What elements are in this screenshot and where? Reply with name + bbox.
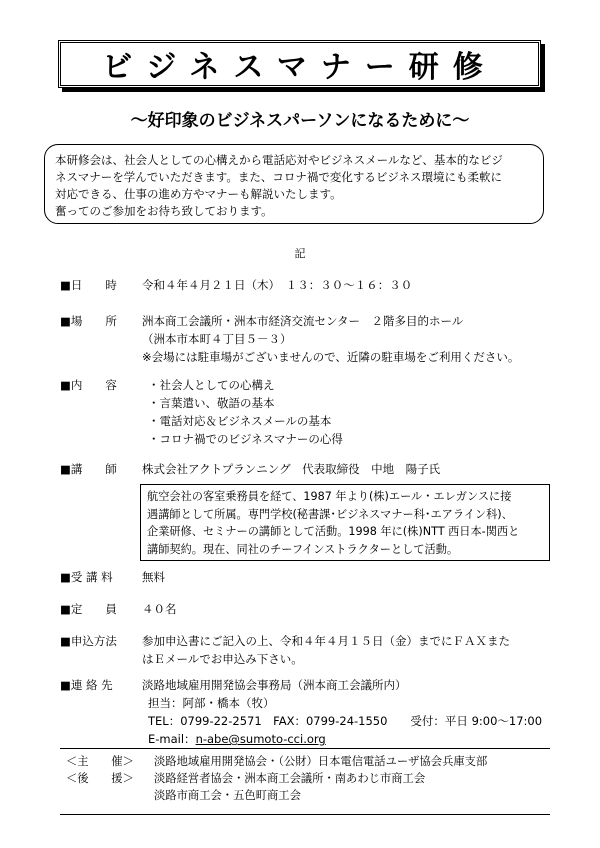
footer-divider-top [60,748,550,749]
ki-heading: 記 [294,247,306,260]
place-label: ■場 所 [60,314,117,328]
lecturer-row [60,460,440,478]
place-row [60,312,519,366]
sponsor-label: ＜主 催＞ [66,755,134,768]
page-title: ビジネスマナー研修 [102,50,497,85]
profile-line: 遇講師として所属。専門学校(秘書課･ビジネスマナー科･エアライン科)、 [147,507,513,521]
content-item: ・電話対応＆ビジネスメールの基本 [148,414,332,428]
support-line: 淡路経営者協会・洲本商工会議所・南あわじ市商工会 [154,772,426,785]
contact-org: 淡路地域雇用開発協会事務局（洲本商工会議所内） [142,678,407,692]
footer [66,753,487,804]
lecturer-label: ■講 師 [60,462,117,476]
contact-person: 担当：阿部・橋本（牧） [148,696,275,710]
profile-line: 航空会社の客室乗務員を経て、1987 年より(株)エール・エレガンスに接 [147,490,512,503]
title-box [58,40,541,88]
contact-email-line [148,730,542,748]
capacity-row [60,600,177,618]
support-label: ＜後 援＞ [66,772,134,785]
sponsor-row [66,753,487,770]
intro-line: 対応できる、仕事の進め方やマナーも解説いたします。 [55,187,342,201]
fee-value: 無料 [142,570,165,584]
capacity-value: ４０名 [142,602,177,616]
apply-row [60,632,510,668]
date-label: ■日 時 [60,278,117,292]
place-line: （洲本市本町４丁目５－３） [142,332,292,346]
fee-row [60,568,165,586]
content-item: ・コロナ禍でのビジネスマナーの心得 [148,432,343,446]
apply-line: はＥメールでお申込み下さい。 [142,652,303,666]
apply-line: 参加申込書にご記入の上、令和４年４月１５日（金）までにＦＡＸまた [142,634,510,648]
contact-label: ■連 絡 先 [60,678,113,692]
sponsor-value: 淡路地域雇用開発協会・（公財）日本電信電話ユーザ協会兵庫支部 [154,755,488,768]
content-row [60,376,343,448]
intro-line: 奮ってのご参加をお待ち致しております。 [55,204,273,218]
email-link[interactable]: n-abe@sumoto-cci.org [195,732,326,746]
support-row [66,770,487,804]
date-value: 令和４年４月２１日（木） １３：３０～１６：３０ [142,278,413,292]
support-line: 淡路市商工会・五色町商工会 [154,789,301,802]
place-line: 洲本商工会議所・洲本市経済交流センター ２階多目的ホール [142,314,464,328]
intro-line: 本研修会は、社会人としての心構えから電話応対やビジネスメールなど、基本的なビジ [55,153,503,167]
profile-line: 企業研修、セミナーの講師として活動。1998 年に(株)NTT 西日本-関西と [147,525,520,538]
contact-tel: TEL：0799-22-2571 FAX：0799-24-1550 受付：平日 9:00～17:00 [148,714,543,728]
date-row [60,276,412,294]
content-item: ・社会人としての心構え [148,378,275,392]
content-label: ■内 容 [60,378,117,392]
apply-label: ■申込方法 [60,634,117,648]
content-item: ・言葉遣い、敬語の基本 [148,396,275,410]
contact-row [60,676,542,748]
place-line: ※会場には駐車場がございませんので、近隣の駐車場をご利用ください。 [142,350,520,364]
subtitle: ～好印象のビジネスパーソンになるために～ [130,111,470,131]
intro-box [44,144,544,224]
intro-line: ネスマナーを学んでいただきます。また、コロナ禍で変化するビジネス環境にも柔軟に [55,170,503,184]
email-label: E-mail： [148,732,196,746]
lecturer-value: 株式会社アクトプランニング 代表取締役 中地 陽子氏 [142,462,441,476]
fee-label: ■受 講 料 [60,570,113,584]
profile-line: 講師契約。現在、同社のチーフインストラクターとして活動。 [147,542,459,556]
lecturer-profile-box [140,484,550,561]
capacity-label: ■定 員 [60,602,117,616]
footer-divider-bottom [60,814,550,815]
